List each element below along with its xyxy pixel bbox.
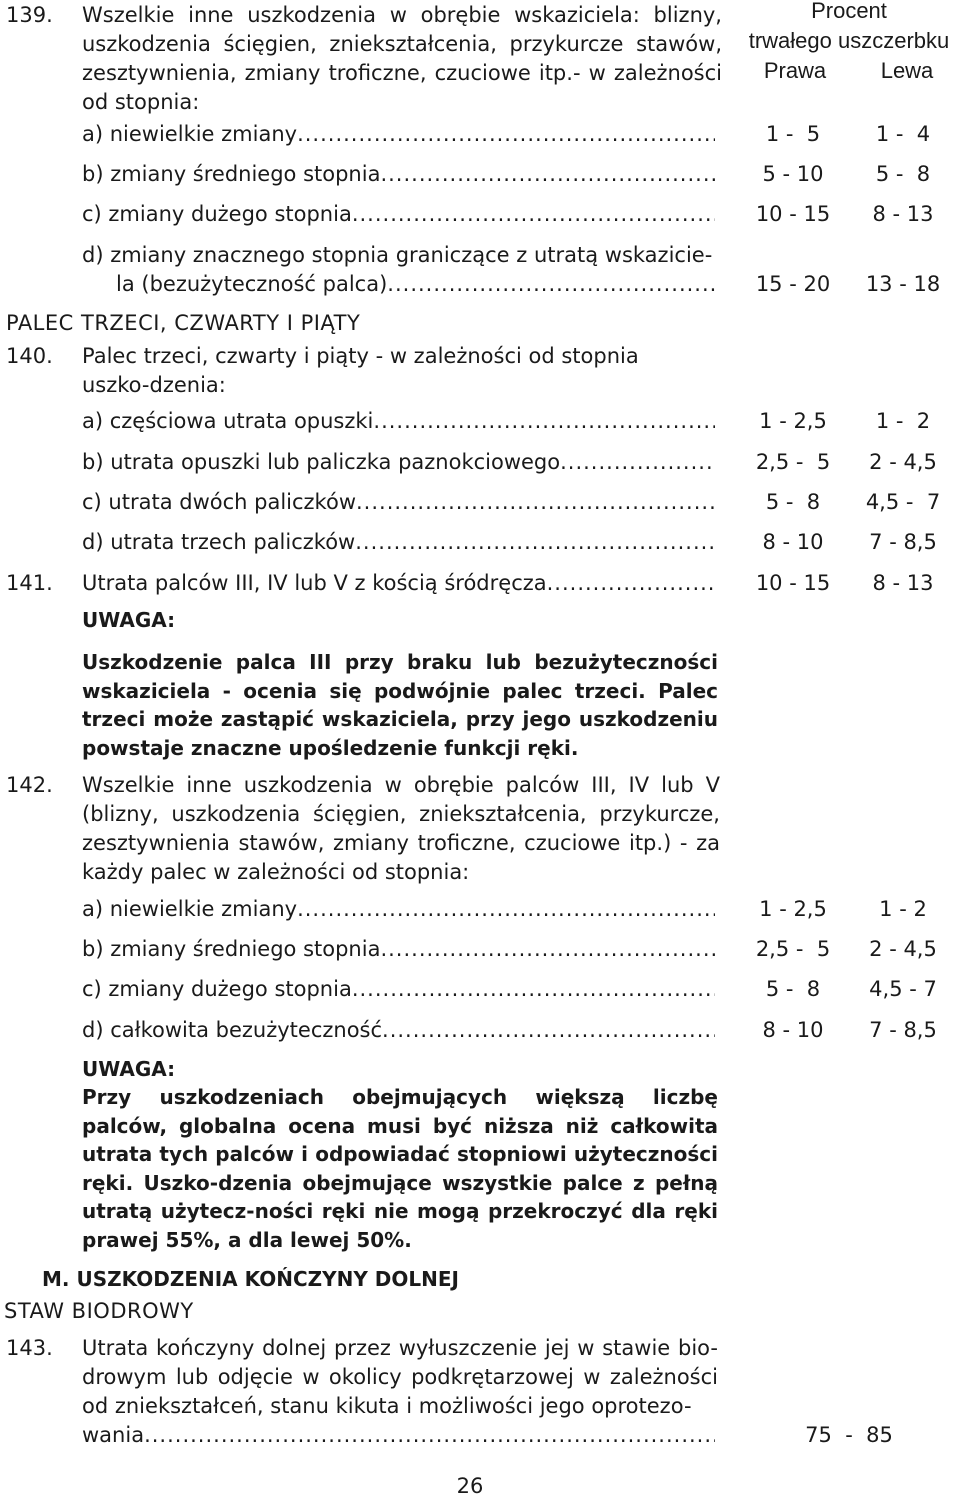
note-text: Uszkodzenie palca III przy braku lub bezużyteczności wskaziciela - ocenia się podwójnie palec trzeci. Palec trzeci może zastąpić wskaziciela, przy jego uszkodzeniu powstaje znaczne upośledzenie funkcji ręki.: [82, 650, 718, 760]
value-right: 5 - 8: [765, 490, 821, 514]
note-title: UWAGA:: [82, 1057, 176, 1081]
list-item: b) zmiany średniego stopnia .....: [82, 160, 715, 189]
value-right: 10 - 15: [755, 571, 831, 595]
value-right: 8 - 10: [762, 530, 824, 554]
item-number: 143.: [6, 1336, 53, 1360]
header-right-label: Prawa: [763, 58, 827, 83]
item-number: 140.: [6, 344, 53, 368]
value-right: 1 - 2,5: [759, 409, 827, 433]
item-number: 139.: [6, 3, 53, 27]
value-left: 4,5 - 7: [865, 490, 941, 514]
list-item: d) utrata trzech paliczków .....: [82, 528, 715, 557]
value-left: 1 - 2: [875, 409, 931, 433]
value-right: 1 - 5: [765, 122, 821, 146]
header-left-label: Lewa: [880, 58, 934, 83]
value-right: 2,5 - 5: [755, 450, 831, 474]
value-right: 1 - 2,5: [759, 897, 827, 921]
list-item: b) utrata opuszki lub paliczka paznokciowego .....: [82, 448, 715, 477]
list-item: d) całkowita bezużyteczność .....: [82, 1016, 715, 1045]
value-right: 2,5 - 5: [755, 937, 831, 961]
list-item: a) niewielkie zmiany .....: [82, 120, 715, 149]
item-number: 141.: [6, 571, 53, 595]
item-number: 142.: [6, 773, 53, 797]
item-text: Wszelkie inne uszkodzenia w obrębie palców III, IV lub V (blizny, uszkodzenia ścięgien, zniekształcenia, przykurcze, zesztywnienia stawów, zmiany troficzne, czuciowe itp.) - za każdy palec w zależności od stopnia:: [82, 773, 720, 884]
value-left: 2 - 4,5: [869, 450, 937, 474]
page-number: 26: [456, 1474, 484, 1498]
list-item: a) niewielkie zmiany .....: [82, 895, 715, 924]
header-title-line2: trwałego uszczerbku: [748, 28, 950, 53]
list-item: c) zmiany dużego stopnia .....: [82, 200, 715, 229]
value-left: 8 - 13: [872, 571, 934, 595]
section-heading: PALEC TRZECI, CZWARTY I PIĄTY: [6, 311, 361, 335]
item-text: Palec trzeci, czwarty i piąty - w zależności od stopnia uszko-dzenia:: [82, 344, 639, 397]
value-range: 75 - 85: [805, 1423, 893, 1447]
value-right: 5 - 10: [762, 162, 824, 186]
list-item-label-line1: d) zmiany znacznego stopnia graniczące z utratą wskazicie-: [82, 243, 713, 267]
value-left: 1 - 2: [879, 897, 927, 921]
value-right: 8 - 10: [762, 1018, 824, 1042]
note-title: UWAGA:: [82, 608, 176, 632]
value-right: 10 - 15: [755, 202, 831, 226]
value-left: 13 - 18: [865, 272, 941, 296]
value-right: 5 - 8: [765, 977, 821, 1001]
value-left: 7 - 8,5: [869, 1018, 937, 1042]
note-text: Przy uszkodzeniach obejmujących większą liczbę palców, globalna ocena musi być niższa niż całkowita utrata tych palców i odpowiadać stopniowi użyteczności ręki. Uszko-dzenia obejmujące wszystkie palce z pełną utratą użytecz-ności ręki nie mogą przekroczyć dla ręki prawej 55%, a dla lewej 50%.: [82, 1085, 718, 1252]
list-item: c) utrata dwóch paliczków .....: [82, 488, 715, 517]
item-text: Wszelkie inne uszkodzenia w obrębie wskaziciela: blizny, uszkodzenia ścięgien, zniekształcenia, przykurcze stawów, zesztywnienia, zmiany troficzne, czuciowe itp.- w zależności od stopnia:: [82, 3, 722, 114]
list-item: b) zmiany średniego stopnia .....: [82, 935, 715, 964]
list-item: wania .....: [82, 1421, 715, 1450]
list-item: la (bezużyteczność palca) .....: [116, 270, 715, 299]
header-title-line1: Procent: [811, 0, 887, 23]
list-item: Utrata palców III, IV lub V z kością śródręcza .....: [82, 569, 715, 598]
value-left: 5 - 8: [875, 162, 931, 186]
section-heading: M. USZKODZENIA KOŃCZYNY DOLNEJ: [42, 1267, 459, 1291]
list-item: c) zmiany dużego stopnia .....: [82, 975, 715, 1004]
value-right: 15 - 20: [755, 272, 831, 296]
value-left: 4,5 - 7: [869, 977, 937, 1001]
subsection-heading: STAW BIODROWY: [4, 1299, 194, 1323]
value-left: 2 - 4,5: [869, 937, 937, 961]
list-item: a) częściowa utrata opuszki .....: [82, 407, 715, 436]
value-left: 8 - 13: [872, 202, 934, 226]
item-text: Utrata kończyny dolnej przez wyłuszczenie jej w stawie bio-drowym lub odjęcie w okolicy podkrętarzowej w zależności od zniekształceń, stanu kikuta i możliwości jego oprotezo-: [82, 1336, 718, 1418]
value-left: 1 - 4: [875, 122, 931, 146]
value-left: 7 - 8,5: [869, 530, 937, 554]
